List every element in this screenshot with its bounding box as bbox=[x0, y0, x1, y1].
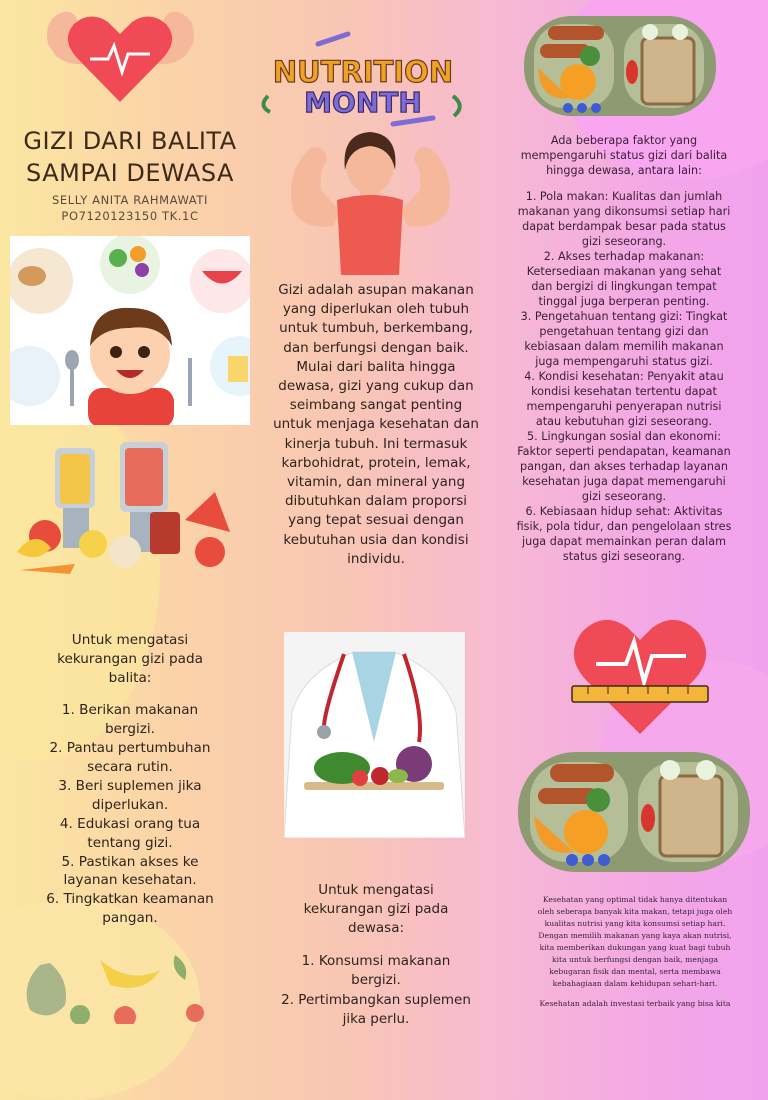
intro-line: Gizi adalah asupan makanan bbox=[278, 282, 474, 298]
intro-line: vitamin, dan mineral yang bbox=[286, 474, 466, 491]
closing-line: Kesehatan yang optimal tidak hanya ditentukan bbox=[542, 895, 728, 904]
adult-tip-line: Untuk mengatasi bbox=[318, 882, 434, 898]
intro-line: seimbang sangat penting bbox=[289, 397, 463, 414]
toddler-tip-line: 6. Tingkatkan keamanan bbox=[46, 891, 214, 908]
intro-line: yang diperlukan oleh tubuh bbox=[282, 301, 470, 318]
factor-line: dapat berdampak besar pada status bbox=[522, 220, 726, 234]
adult-tip-line: kekurangan gizi pada bbox=[303, 901, 449, 918]
title-line-2: SAMPAI DEWASA bbox=[26, 159, 234, 187]
child-food-illustration bbox=[10, 236, 250, 425]
intro-line: individu. bbox=[347, 550, 405, 567]
closing-line: kualitas nutrisi yang kita konsumsi setiap hari. bbox=[544, 919, 726, 928]
doctor-vegetables-photo bbox=[284, 632, 465, 838]
toddler-tip-line bbox=[14, 688, 246, 702]
closing-line: Kesehatan adalah investasi terbaik yang bisa kita bbox=[539, 998, 731, 1008]
toddler-tip-line: 5. Pastikan akses ke bbox=[61, 853, 199, 870]
factor-line: dan bergizi di lingkungan tempat bbox=[531, 280, 717, 294]
factor-line: mempengaruhi status gizi dari balita bbox=[520, 149, 728, 162]
author-name: SELLY ANITA RAHMAWATI bbox=[52, 193, 208, 207]
closing-line: kita untuk berfungsi dengan baik, menjaga bbox=[552, 955, 718, 964]
intro-line: kinerja tubuh. Ini termasuk bbox=[284, 435, 468, 452]
toddler-tip-line: diperlukan. bbox=[91, 796, 169, 813]
student-id: PO7120123150 TK.1C bbox=[61, 209, 199, 223]
factor-line: gizi seseorang. bbox=[581, 235, 667, 249]
factors-section bbox=[508, 133, 740, 564]
adult-tips-list bbox=[268, 881, 484, 1029]
closing-line: kita memberikan dukungan yang kuat bagi tubuh bbox=[539, 943, 731, 952]
closing-line bbox=[512, 990, 758, 998]
toddler-tip-line: 4. Edukasi orang tua bbox=[59, 815, 201, 832]
adult-tips-section bbox=[268, 881, 484, 1029]
adult-tip-line: 1. Konsumsi makanan bbox=[301, 953, 451, 970]
adult-tip-line bbox=[268, 939, 484, 953]
logo-line-2: MONTH bbox=[304, 86, 422, 119]
factor-line bbox=[508, 178, 740, 189]
factor-line: 6. Kebiasaan hidup sehat: Aktivitas bbox=[525, 505, 723, 519]
toddler-tip-line: 1. Berikan makanan bbox=[61, 702, 199, 719]
adult-tip-line: dewasa: bbox=[347, 920, 405, 937]
adult-tip-line: 2. Pertimbangkan suplemen bbox=[281, 991, 471, 1008]
factor-line: tinggal juga berperan penting. bbox=[538, 295, 710, 309]
toddler-tip-line: secara rutin. bbox=[87, 759, 173, 776]
toddler-tip-line: kekurangan gizi pada bbox=[57, 650, 203, 667]
flexing-woman-illustration bbox=[283, 130, 458, 275]
intro-line: untuk menjaga kesehatan dan bbox=[273, 416, 479, 433]
factor-line: mempengaruhi penyerapan nutrisi bbox=[526, 400, 722, 414]
toddler-tip-line: 3. Beri suplemen jika bbox=[58, 777, 202, 794]
intro-line: yang tepat sesuai dengan bbox=[288, 512, 464, 529]
factor-line: juga mempengaruhi status gizi. bbox=[535, 355, 713, 369]
factor-line: makanan yang dikonsumsi setiap hari bbox=[517, 205, 731, 219]
lunch-tray-top-illustration bbox=[520, 12, 720, 120]
factor-line: 5. Lingkungan sosial dan ekonomi: bbox=[527, 430, 721, 444]
intro-line: dibutuhkan dalam proporsi bbox=[284, 493, 468, 510]
factor-line: 4. Kondisi kesehatan: Penyakit atau bbox=[524, 370, 724, 384]
intro-paragraph bbox=[264, 281, 488, 569]
factor-line: juga dapat memainkan peran dalam bbox=[522, 535, 726, 549]
closing-line: kebugaran fisik dan mental, serta membawa bbox=[549, 967, 721, 976]
factor-line: Faktor seperti pendapatan, keamanan bbox=[517, 445, 731, 459]
factor-line: hingga dewasa, antara lain: bbox=[546, 164, 702, 177]
toddler-tip-line: pangan. bbox=[102, 910, 158, 927]
closing-paragraph bbox=[512, 894, 758, 1010]
lunch-tray-bottom-illustration bbox=[514, 748, 754, 876]
factor-line: 3. Pengetahuan tentang gizi: Tingkat bbox=[520, 310, 728, 324]
factor-line: 2. Akses terhadap makanan: bbox=[543, 250, 705, 264]
toddler-tip-line: 2. Pantau pertumbuhan bbox=[49, 740, 211, 757]
toddler-tip-line: balita: bbox=[108, 669, 152, 686]
factor-line: kebiasaan dalam memilih makanan bbox=[524, 340, 724, 354]
intro-line: Mulai dari balita hingga bbox=[296, 358, 456, 375]
factor-line: Ada beberapa faktor yang bbox=[550, 134, 698, 147]
title-line-1: GIZI DARI BALITA bbox=[23, 127, 237, 155]
nutrition-month-logo bbox=[258, 26, 468, 138]
intro-line: karbohidrat, protein, lemak, bbox=[281, 454, 471, 471]
juice-fruits-illustration bbox=[15, 440, 240, 580]
intro-line: kebutuhan usia dan kondisi bbox=[283, 531, 469, 548]
factor-line: atau kebutuhan gizi seseorang. bbox=[535, 415, 713, 429]
author-block bbox=[10, 192, 250, 224]
closing-line: oleh seberapa banyak kita makan, tetapi juga oleh bbox=[537, 907, 733, 916]
adult-tip-line: jika perlu. bbox=[342, 1010, 410, 1027]
toddler-tips-list bbox=[14, 631, 246, 928]
closing-section bbox=[512, 894, 758, 1010]
heart-pulse-ruler-icon bbox=[568, 606, 713, 736]
factor-line: 1. Pola makan: Kualitas dan jumlah bbox=[525, 190, 723, 204]
flexing-heart-icon bbox=[38, 4, 203, 104]
toddler-tip-line: Untuk mengatasi bbox=[71, 632, 189, 648]
intro-line: dan berfungsi dengan baik. bbox=[283, 339, 469, 356]
factor-line: fisik, pola tidur, dan pengelolaan stres bbox=[516, 520, 732, 534]
adult-tip-line: bergizi. bbox=[351, 972, 401, 989]
factor-line: pangan, dan akses terhadap layanan bbox=[520, 460, 728, 474]
factor-line: status gizi seseorang. bbox=[562, 550, 686, 564]
closing-line: kebahagiaan dalam kehidupan sehari-hari. bbox=[552, 979, 718, 988]
page-title bbox=[10, 125, 250, 189]
factor-line: kondisi kesehatan tertentu dapat bbox=[531, 385, 717, 399]
intro-section bbox=[264, 281, 488, 569]
toddler-tip-line: bergizi. bbox=[105, 721, 155, 738]
factors-list bbox=[508, 133, 740, 564]
fruit-doodles-illustration bbox=[10, 945, 210, 1024]
intro-line: untuk tumbuh, berkembang, bbox=[279, 320, 473, 337]
toddler-tip-line: layanan kesehatan. bbox=[63, 872, 197, 889]
intro-line: dewasa, gizi yang cukup dan bbox=[278, 378, 474, 395]
factor-line: pengetahuan tentang gizi dan bbox=[539, 325, 709, 339]
logo-line-1: NUTRITION bbox=[272, 55, 454, 89]
toddler-tip-line: tentang gizi. bbox=[87, 834, 173, 851]
factor-line: Ketersediaan makanan yang sehat bbox=[526, 265, 722, 279]
factor-line: kesehatan juga dapat memengaruhi bbox=[522, 475, 726, 489]
closing-line: Dengan memilih makanan yang kaya akan nutrisi, bbox=[538, 931, 732, 940]
factor-line: gizi seseorang. bbox=[581, 490, 667, 504]
toddler-tips-section bbox=[14, 631, 246, 928]
